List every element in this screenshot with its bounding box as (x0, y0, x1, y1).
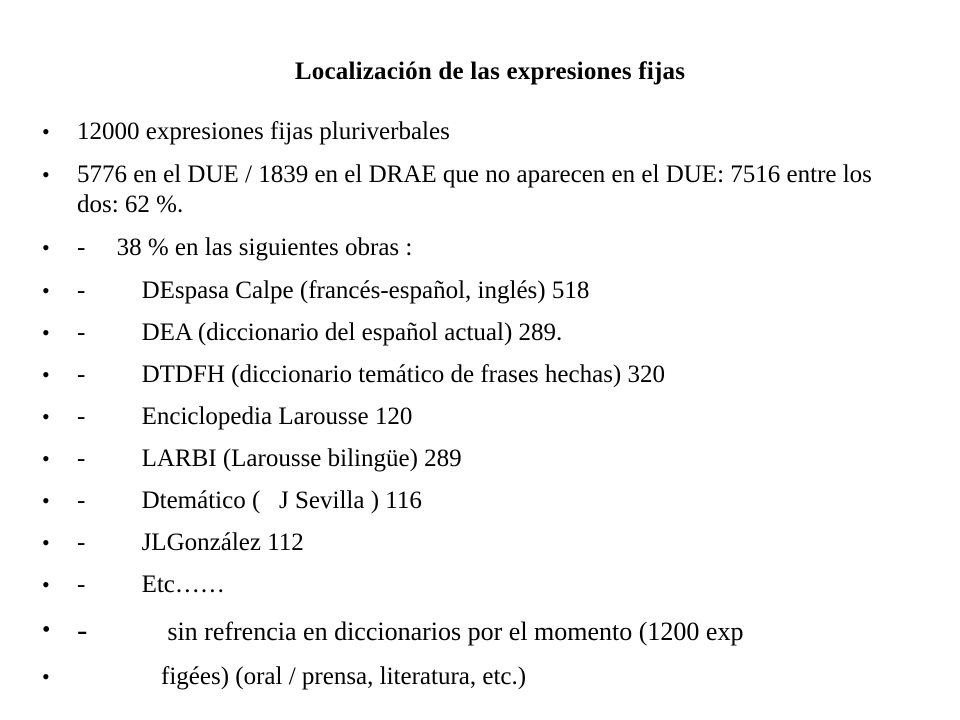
bullet-dot-icon: • (42, 162, 50, 187)
bullet-text: 5776 en el DUE / 1839 en el DRAE que no aparecen en el DUE: 7516 entre los dos: 62 %. (77, 161, 872, 218)
bullet-dot-icon: • (42, 362, 50, 387)
bullet-dot-icon: • (42, 119, 50, 144)
dash-mark: - (77, 612, 88, 647)
bullet-dot-icon: • (42, 278, 50, 303)
slide-title: Localización de las expresiones fijas (294, 58, 686, 85)
bullet-dot-icon: • (42, 404, 50, 429)
bullet-text: - LARBI (Larousse bilingüe) 289 (77, 445, 462, 472)
bullet-text (77, 613, 743, 649)
bullet-text: 12000 expresiones fijas pluriverbales (77, 118, 450, 145)
bullet-dot-icon: • (42, 446, 50, 471)
bullet-dot-icon: • (42, 617, 51, 643)
bullet-dot-icon: • (42, 530, 50, 555)
bullet-text: figées) (oral / prensa, literatura, etc.) (161, 663, 527, 690)
bullet-text: - Enciclopedia Larousse 120 (77, 403, 413, 430)
bullet-dot-icon: • (42, 320, 50, 345)
bullet-text: - 38 % en las siguientes obras : (77, 234, 413, 261)
bullet-dot-icon: • (42, 488, 50, 513)
bullet-text: - Dtemático ( J Sevilla ) 116 (77, 487, 422, 514)
bullet-text: - JLGonzález 112 (77, 529, 304, 556)
bullet-dot-icon: • (42, 664, 50, 689)
bullet-text: - DEspasa Calpe (francés-español, inglés) 518 (77, 277, 590, 304)
bullet-dot-icon: • (42, 572, 50, 597)
bullet-text: - DTDFH (diccionario temático de frases hechas) 320 (77, 361, 666, 388)
bullet-text: - DEA (diccionario del español actual) 289. (77, 319, 563, 346)
bullet-text-body: sin refrencia en diccionarios por el momento (1200 exp (167, 617, 744, 646)
bullet-dot-icon: • (42, 235, 50, 260)
bullet-text: - Etc…… (77, 571, 225, 598)
